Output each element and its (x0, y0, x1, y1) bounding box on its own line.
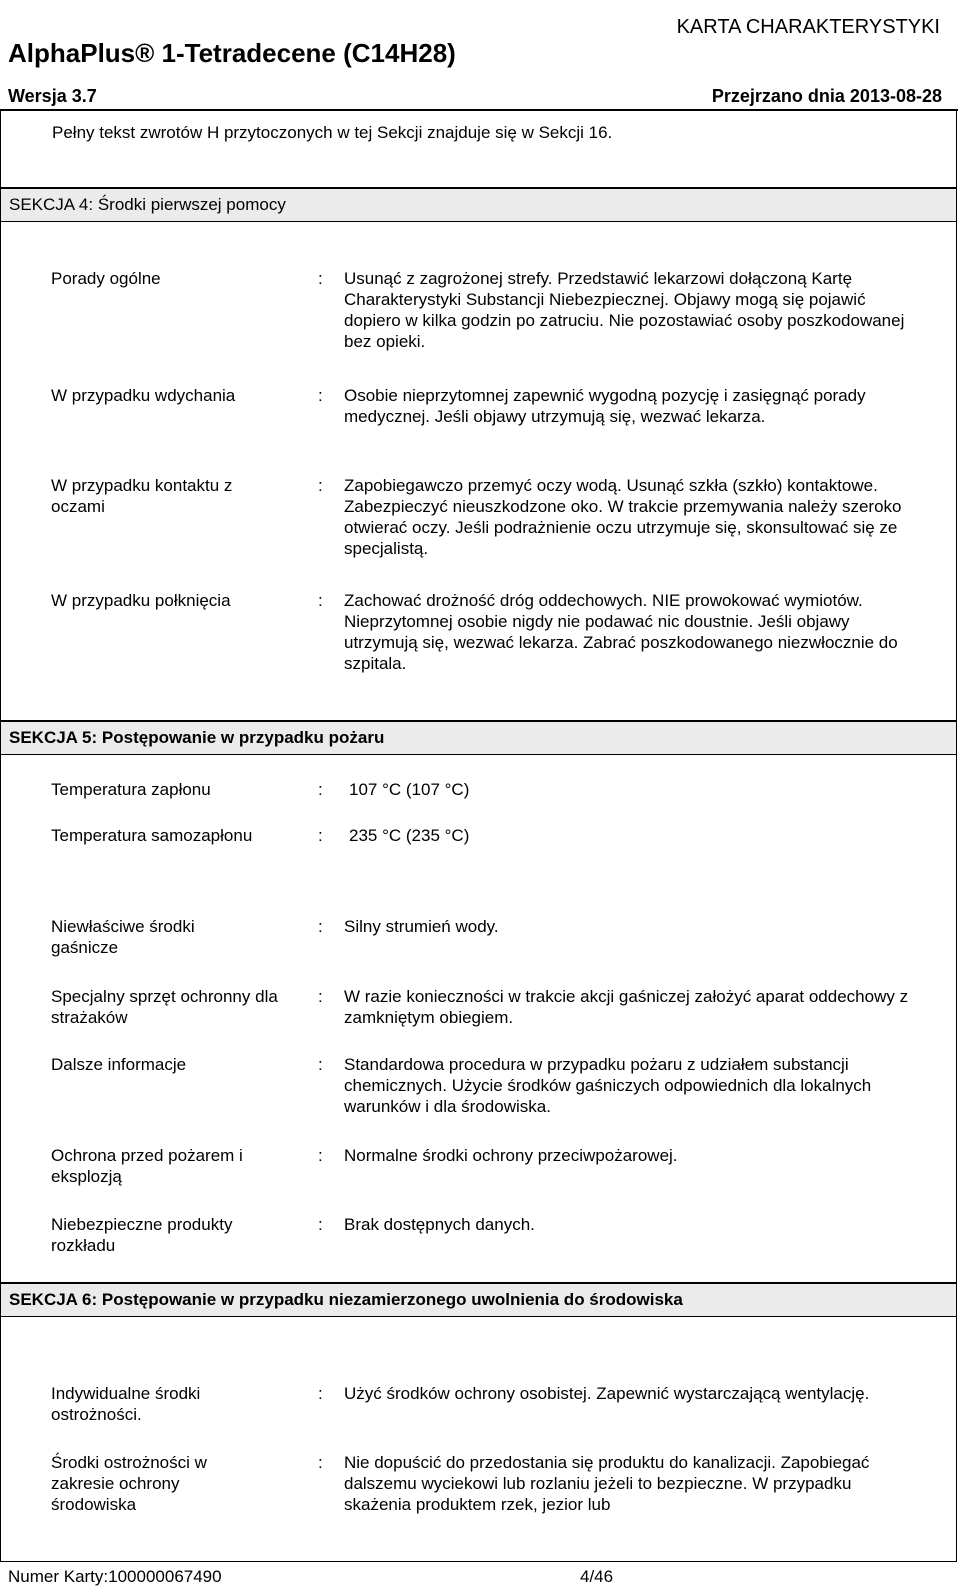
section-5-header: SEKCJA 5: Postępowanie w przypadku pożaru (0, 721, 957, 755)
section-6-header: SEKCJA 6: Postępowanie w przypadku niezamierzonego uwolnienia do środowiska (0, 1283, 957, 1317)
row-value: Brak dostępnych danych. (344, 1215, 535, 1234)
document-type: KARTA CHARAKTERYSTYKI (676, 16, 940, 38)
row-colon: : (318, 1384, 323, 1403)
row-label: Indywidualne środki ostrożności. (51, 1384, 201, 1424)
row-label: Niebezpieczne produkty rozkładu (51, 1215, 233, 1255)
row-label: W przypadku połknięcia (51, 591, 231, 610)
row-value: Osobie nieprzytomnej zapewnić wygodną pozycję i zasięgnąć porady medycznej. Jeśli objawy utrzymują się, wezwać lekarza. (344, 386, 866, 426)
row-value: Usunąć z zagrożonej strefy. Przedstawić lekarzowi dołączoną Kartę Charakterystyki Substancji Niebezpiecznej. Objawy mogą się pojawić dopiero w kilka godzin po zatruciu. Nie pozostawiać osoby poszkodowanej bez opieki. (344, 269, 905, 351)
row-label: Ochrona przed pożarem i eksplozją (51, 1146, 243, 1186)
row-value: Użyć środków ochrony osobistej. Zapewnić wystarczającą wentylację. (344, 1384, 870, 1403)
row-value: Standardowa procedura w przypadku pożaru z udziałem substancji chemicznych. Użycie środków gaśniczych odpowiednich dla lokalnych warunków i dla środowiska. (344, 1055, 872, 1116)
row-value: 107 °C (107 °C) (349, 780, 470, 799)
version-number: Wersja 3.7 (8, 86, 97, 106)
row-label: Porady ogólne (51, 269, 161, 288)
product-name: AlphaPlus® 1-Tetradecene (C14H28) (8, 38, 456, 68)
row-label: Niewłaściwe środki gaśnicze (51, 917, 195, 957)
row-colon: : (318, 826, 323, 845)
row-colon: : (318, 591, 323, 610)
section-4-header: SEKCJA 4: Środki pierwszej pomocy (0, 188, 957, 222)
section-6-box (0, 1317, 957, 1562)
row-value: Silny strumień wody. (344, 917, 499, 936)
row-colon: : (318, 386, 323, 405)
row-value: Normalne środki ochrony przeciwpożarowej. (344, 1146, 678, 1165)
row-colon: : (318, 987, 323, 1006)
row-label: W przypadku wdychania (51, 386, 236, 405)
row-label: Dalsze informacje (51, 1055, 187, 1074)
row-colon: : (318, 476, 323, 495)
row-colon: : (318, 1146, 323, 1165)
row-colon: : (318, 1453, 323, 1472)
row-value: Zachować drożność dróg oddechowych. NIE prowokować wymiotów. Nieprzytomnej osobie nigdy nie podawać nic doustnie. Jeśli objawy utrzymują się, wezwać lekarza. Zabrać poszkodowanego niezwłocznie do szpitala. (344, 591, 898, 673)
page-number: 4/46 (580, 1567, 614, 1586)
revision-date: Przejrzano dnia 2013-08-28 (711, 86, 942, 106)
row-colon: : (318, 269, 323, 288)
row-label: W przypadku kontaktu z oczami (51, 476, 233, 516)
row-label: Środki ostrożności w zakresie ochrony środowiska (51, 1453, 207, 1514)
row-colon: : (318, 917, 323, 936)
intro-box (0, 110, 957, 188)
row-label: Temperatura samozapłonu (51, 826, 253, 845)
row-colon: : (318, 1055, 323, 1074)
row-value: Nie dopuścić do przedostania się produktu do kanalizacji. Zapobiegać dalszemu wyciekowi lub rozlaniu jeżeli to bezpieczne. W przypadku skażenia produktem rzek, jezior lub (344, 1453, 870, 1514)
row-label: Specjalny sprzęt ochronny dla strażaków (51, 987, 278, 1027)
row-colon: : (318, 1215, 323, 1234)
row-colon: : (318, 780, 323, 799)
intro-note: Pełny tekst zwrotów H przytoczonych w tej Sekcji znajduje się w Sekcji 16. (52, 123, 613, 142)
row-value: W razie konieczności w trakcie akcji gaśniczej założyć aparat oddechowy z zamkniętym obiegiem. (344, 987, 909, 1027)
row-value: 235 °C (235 °C) (349, 826, 470, 845)
row-value: Zapobiegawczo przemyć oczy wodą. Usunąć szkła (szkło) kontaktowe. Zabezpieczyć nieuszkodzone oko. W trakcie przemywania należy szeroko otwierać oczy. Jeśli podrażnienie oczu utrzymuje się, skonsultować się ze specjalistą. (344, 476, 902, 558)
row-label: Temperatura zapłonu (51, 780, 211, 799)
card-number: Numer Karty:100000067490 (8, 1567, 222, 1586)
